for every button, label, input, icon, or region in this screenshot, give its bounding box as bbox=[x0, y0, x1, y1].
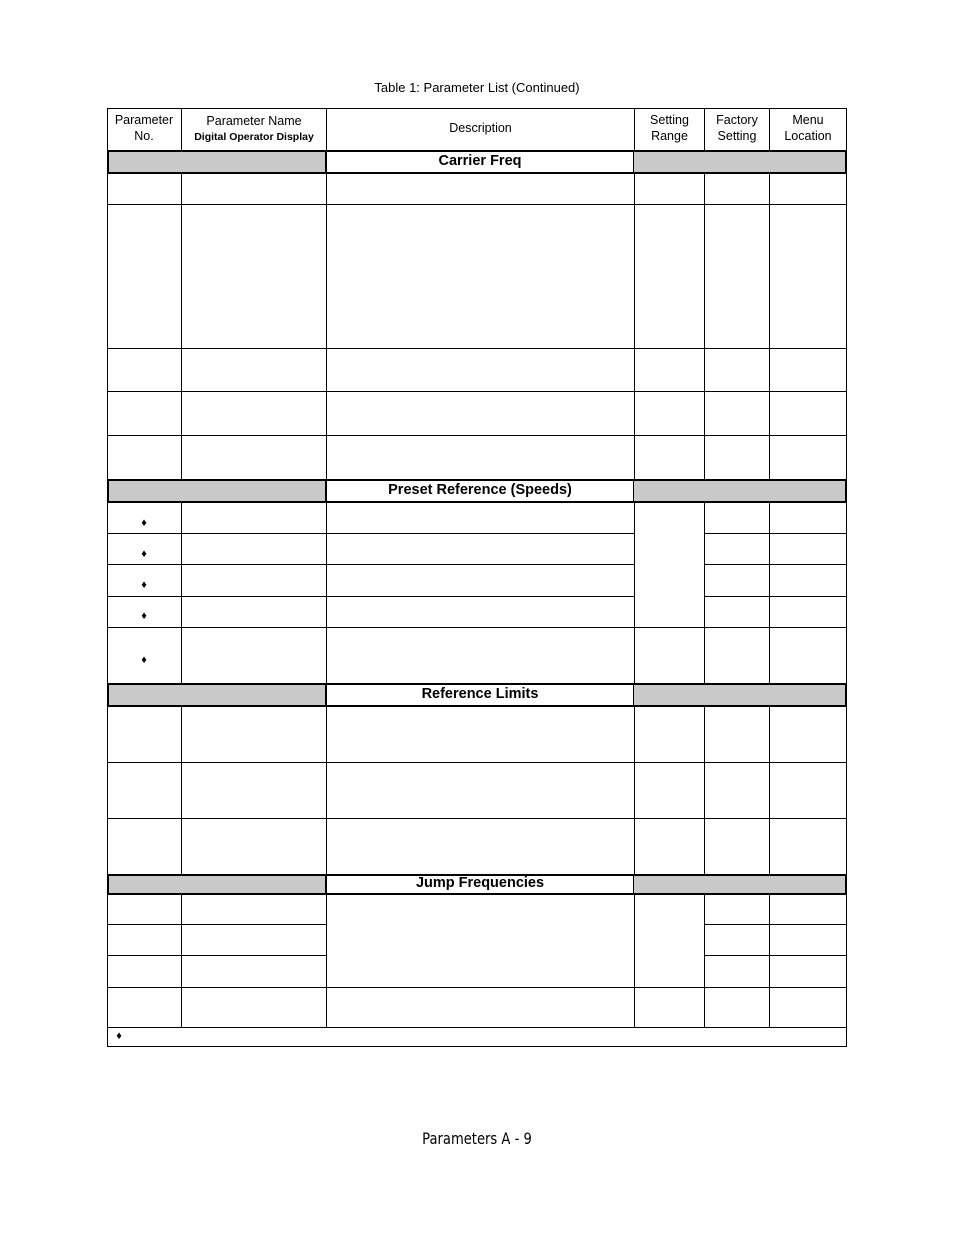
page-footer: Parameters A - 9 bbox=[422, 1129, 532, 1148]
marker-diamond: ♦ bbox=[141, 654, 147, 666]
header-menu-location bbox=[770, 112, 846, 144]
band-edge bbox=[845, 683, 847, 707]
col-divider bbox=[634, 895, 635, 1027]
col-divider bbox=[769, 707, 770, 874]
row-divider bbox=[107, 762, 847, 763]
band-edge bbox=[107, 874, 109, 895]
table-border-left bbox=[107, 108, 108, 1047]
row-divider bbox=[107, 955, 326, 956]
band-shade-left bbox=[107, 481, 326, 501]
header-menu-location-line1: Menu bbox=[792, 113, 824, 127]
marker-diamond: ♦ bbox=[141, 610, 147, 622]
band-edge bbox=[107, 683, 109, 707]
header-menu-location-line2: Location bbox=[784, 129, 832, 143]
band-shade-left bbox=[107, 152, 326, 172]
section-title: Carrier Freq bbox=[325, 152, 635, 172]
table-caption: Table 1: Parameter List (Continued) bbox=[374, 80, 580, 95]
col-divider bbox=[704, 503, 705, 683]
footnote-diamond: ♦ bbox=[116, 1030, 122, 1042]
row-divider bbox=[107, 924, 326, 925]
band-edge bbox=[107, 150, 109, 174]
section-title: Jump Frequencies bbox=[325, 876, 635, 893]
band-shade-left bbox=[107, 685, 326, 705]
col-divider bbox=[704, 895, 705, 1027]
section-band-preset-reference bbox=[107, 479, 847, 503]
marker-diamond: ♦ bbox=[141, 517, 147, 529]
row-divider bbox=[704, 564, 847, 565]
row-divider bbox=[107, 564, 634, 565]
col-divider bbox=[181, 174, 182, 479]
col-divider bbox=[326, 707, 327, 874]
header-setting-range-line2: Range bbox=[651, 129, 688, 143]
section-title: Reference Limits bbox=[325, 685, 635, 705]
table-border-top bbox=[107, 108, 847, 109]
band-shade-left bbox=[107, 876, 326, 893]
row-divider bbox=[704, 924, 847, 925]
header-parameter-no bbox=[107, 112, 181, 144]
row-divider bbox=[107, 348, 847, 349]
col-divider bbox=[769, 174, 770, 479]
col-divider bbox=[181, 707, 182, 874]
table-border-bottom bbox=[107, 1046, 847, 1047]
col-divider bbox=[326, 895, 327, 1027]
header-setting-range-line1: Setting bbox=[650, 113, 689, 127]
section-band-jump-frequencies bbox=[107, 874, 847, 895]
header-parameter-no-line2: No. bbox=[134, 129, 154, 143]
row-divider bbox=[107, 391, 847, 392]
col-divider bbox=[704, 174, 705, 479]
col-divider bbox=[326, 174, 327, 479]
header-setting-range bbox=[635, 112, 704, 144]
header-factory-setting-line1: Factory bbox=[716, 113, 758, 127]
band-shade-right bbox=[634, 685, 847, 705]
marker-diamond: ♦ bbox=[141, 548, 147, 560]
band-shade-right bbox=[634, 876, 847, 893]
col-divider bbox=[704, 707, 705, 874]
row-divider bbox=[704, 596, 847, 597]
band-edge bbox=[845, 479, 847, 503]
header-parameter-no-line1: Parameter bbox=[114, 113, 174, 127]
parameter-table bbox=[107, 108, 847, 1047]
header-parameter-name-line1: Parameter Name bbox=[206, 114, 302, 128]
row-divider bbox=[704, 955, 847, 956]
col-divider bbox=[634, 503, 635, 683]
band-shade-right bbox=[634, 481, 847, 501]
col-divider bbox=[634, 707, 635, 874]
col-divider bbox=[769, 895, 770, 1027]
col-divider bbox=[326, 503, 327, 683]
band-edge bbox=[845, 874, 847, 895]
band-edge bbox=[845, 150, 847, 174]
row-divider bbox=[107, 627, 847, 628]
row-divider bbox=[107, 818, 847, 819]
row-divider bbox=[107, 533, 634, 534]
section-band-reference-limits bbox=[107, 683, 847, 707]
col-divider bbox=[181, 503, 182, 683]
row-divider bbox=[107, 1027, 847, 1028]
header-factory-setting-line2: Setting bbox=[717, 129, 757, 143]
header-parameter-name-sub: Digital Operator Display bbox=[194, 131, 314, 143]
header-factory-setting bbox=[705, 112, 769, 144]
row-divider bbox=[107, 596, 634, 597]
header-parameter-name bbox=[182, 113, 326, 145]
col-divider bbox=[769, 503, 770, 683]
section-band-carrier-freq bbox=[107, 150, 847, 174]
col-divider bbox=[181, 895, 182, 1027]
col-divider bbox=[634, 174, 635, 479]
table-border-right bbox=[846, 108, 847, 1047]
band-shade-right bbox=[634, 152, 847, 172]
header-description: Description bbox=[449, 121, 512, 135]
band-edge bbox=[107, 479, 109, 503]
row-divider bbox=[107, 987, 847, 988]
row-divider bbox=[107, 435, 847, 436]
row-divider bbox=[704, 533, 847, 534]
row-divider bbox=[107, 204, 847, 205]
section-title: Preset Reference (Speeds) bbox=[325, 481, 635, 501]
marker-diamond: ♦ bbox=[141, 579, 147, 591]
